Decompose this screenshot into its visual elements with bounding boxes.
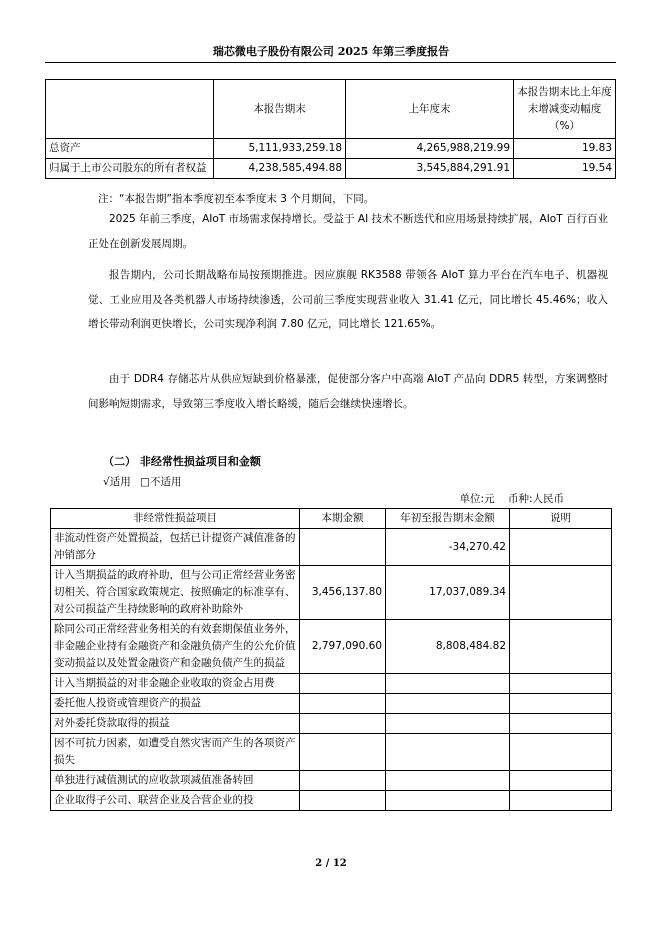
- prior-value: 3,545,884,291.91: [346, 159, 514, 179]
- item-label: 非流动性资产处置损益，包括已计提资产减值准备的冲销部分: [51, 529, 300, 566]
- unit-currency-line: [450, 491, 564, 506]
- current-value: 4,238,585,494.88: [214, 159, 346, 179]
- ytd-amount: [386, 694, 510, 714]
- table-header-row: [51, 509, 612, 529]
- ytd-amount: [386, 771, 510, 791]
- row-label: 归属于上市公司股东的所有者权益: [46, 159, 214, 179]
- currency-label: 币种:人民币: [507, 493, 564, 505]
- current-amount: [300, 791, 386, 811]
- table-row: [46, 139, 616, 159]
- current-value: 5,111,933,259.18: [214, 139, 346, 159]
- item-label: 委托他人投资或管理资产的损益: [51, 694, 300, 714]
- current-amount: [300, 529, 386, 566]
- item-label: 因不可抗力因素，如遭受自然灾害而产生的各项资产损失: [51, 734, 300, 771]
- table-row: [51, 620, 612, 674]
- item-label: 单独进行减值测试的应收款项减值准备转回: [51, 771, 300, 791]
- applicability-options: [103, 474, 187, 489]
- current-amount: 3,456,137.80: [300, 566, 386, 620]
- current-amount: [300, 674, 386, 694]
- item-label: 计入当期损益的政府补助，但与公司正常经营业务密切相关、符合国家政策规定、按照确定的标准享有、对公司损益产生持续影响的政府补助除外: [51, 566, 300, 620]
- paragraph: 报告期内，公司长期战略布局按预期推进。因应旗舰 RK3588 带领各 AIoT 算力平台在汽车电子、机器视觉、工业应用及各类机器人市场持续渗透，公司前三季度实现营业收入 31.41 亿元，同比增长 45.46%；收入增长带动利润更快增长，公司实现净利润 7.80 亿元，同比增长 121.65%。: [88, 269, 608, 330]
- item-note: [510, 734, 612, 771]
- item-note: [510, 674, 612, 694]
- item-note: [510, 714, 612, 734]
- table-header-row: [46, 80, 616, 139]
- row-label: 总资产: [46, 139, 214, 159]
- current-amount: [300, 714, 386, 734]
- table-row: [51, 791, 612, 811]
- item-note: [510, 791, 612, 811]
- change-value: 19.54: [514, 159, 616, 179]
- item-note: [510, 771, 612, 791]
- ytd-amount: 17,037,089.34: [386, 566, 510, 620]
- table-row: [51, 674, 612, 694]
- table-row: [51, 734, 612, 771]
- paragraph: 2025 年前三季度，AIoT 市场需求保持增长。受益于 AI 技术不断迭代和应用场景持续扩展，AIoT 百行百业正处在创新发展周期。: [88, 213, 608, 250]
- ytd-amount: [386, 791, 510, 811]
- change-value: 19.83: [514, 139, 616, 159]
- table-row: [46, 159, 616, 179]
- ytd-amount: 8,808,484.82: [386, 620, 510, 674]
- page-number: 2 / 12: [315, 858, 347, 869]
- section-title: （二） 非经常性损益项目和金额: [103, 455, 261, 468]
- report-header-title: 瑞芯微电子股份有限公司 2025 年第三季度报告: [212, 45, 450, 58]
- option-applicable: √适用: [103, 476, 131, 488]
- item-note: [510, 529, 612, 566]
- unit-label: 单位:元: [459, 493, 495, 505]
- table-header-cell: 说明: [510, 509, 612, 529]
- table-header-cell: 本报告期末比上年度末增减变动幅度（%）: [514, 80, 616, 139]
- item-label: 计入当期损益的对非金融企业收取的资金占用费: [51, 674, 300, 694]
- current-amount: 2,797,090.60: [300, 620, 386, 674]
- header-divider: [45, 62, 616, 63]
- table-row: [51, 566, 612, 620]
- table-header-cell: 本期金额: [300, 509, 386, 529]
- table-header-cell: [46, 80, 214, 139]
- current-amount: [300, 734, 386, 771]
- table-header-cell: 上年度末: [346, 80, 514, 139]
- table-header-cell: 年初至报告期末金额: [386, 509, 510, 529]
- prior-value: 4,265,988,219.99: [346, 139, 514, 159]
- item-label: 除同公司正常经营业务相关的有效套期保值业务外，非金融企业持有金融资产和金融负债产生的公允价值变动损益以及处置金融资产和金融负债产生的损益: [51, 620, 300, 674]
- table-header-cell: 非经常性损益项目: [51, 509, 300, 529]
- ytd-amount: -34,270.42: [386, 529, 510, 566]
- ytd-amount: [386, 674, 510, 694]
- table-footnote: 注：“本报告期”指本季度初至本季度末 3 个月期间，下同。: [98, 193, 375, 205]
- ytd-amount: [386, 734, 510, 771]
- table-row: [51, 694, 612, 714]
- current-amount: [300, 694, 386, 714]
- table-row: [51, 529, 612, 566]
- table-header-cell: 本报告期末: [214, 80, 346, 139]
- item-label: 对外委托贷款取得的损益: [51, 714, 300, 734]
- ytd-amount: [386, 714, 510, 734]
- item-label: 企业取得子公司、联营企业及合营企业的投: [51, 791, 300, 811]
- paragraph: 由于 DDR4 存储芯片从供应短缺到价格暴涨，促使部分客户中高端 AIoT 产品向 DDR5 转型，方案调整时间影响短期需求，导致第三季度收入增长略缓，随后会继续快速增长。: [88, 373, 608, 410]
- item-note: [510, 566, 612, 620]
- item-note: [510, 694, 612, 714]
- table-row: [51, 771, 612, 791]
- table-row: [51, 714, 612, 734]
- current-amount: [300, 771, 386, 791]
- option-not-applicable: □不适用: [140, 476, 182, 488]
- balance-summary-table: [45, 79, 616, 179]
- non-recurring-items-table: [50, 508, 612, 811]
- item-note: [510, 620, 612, 674]
